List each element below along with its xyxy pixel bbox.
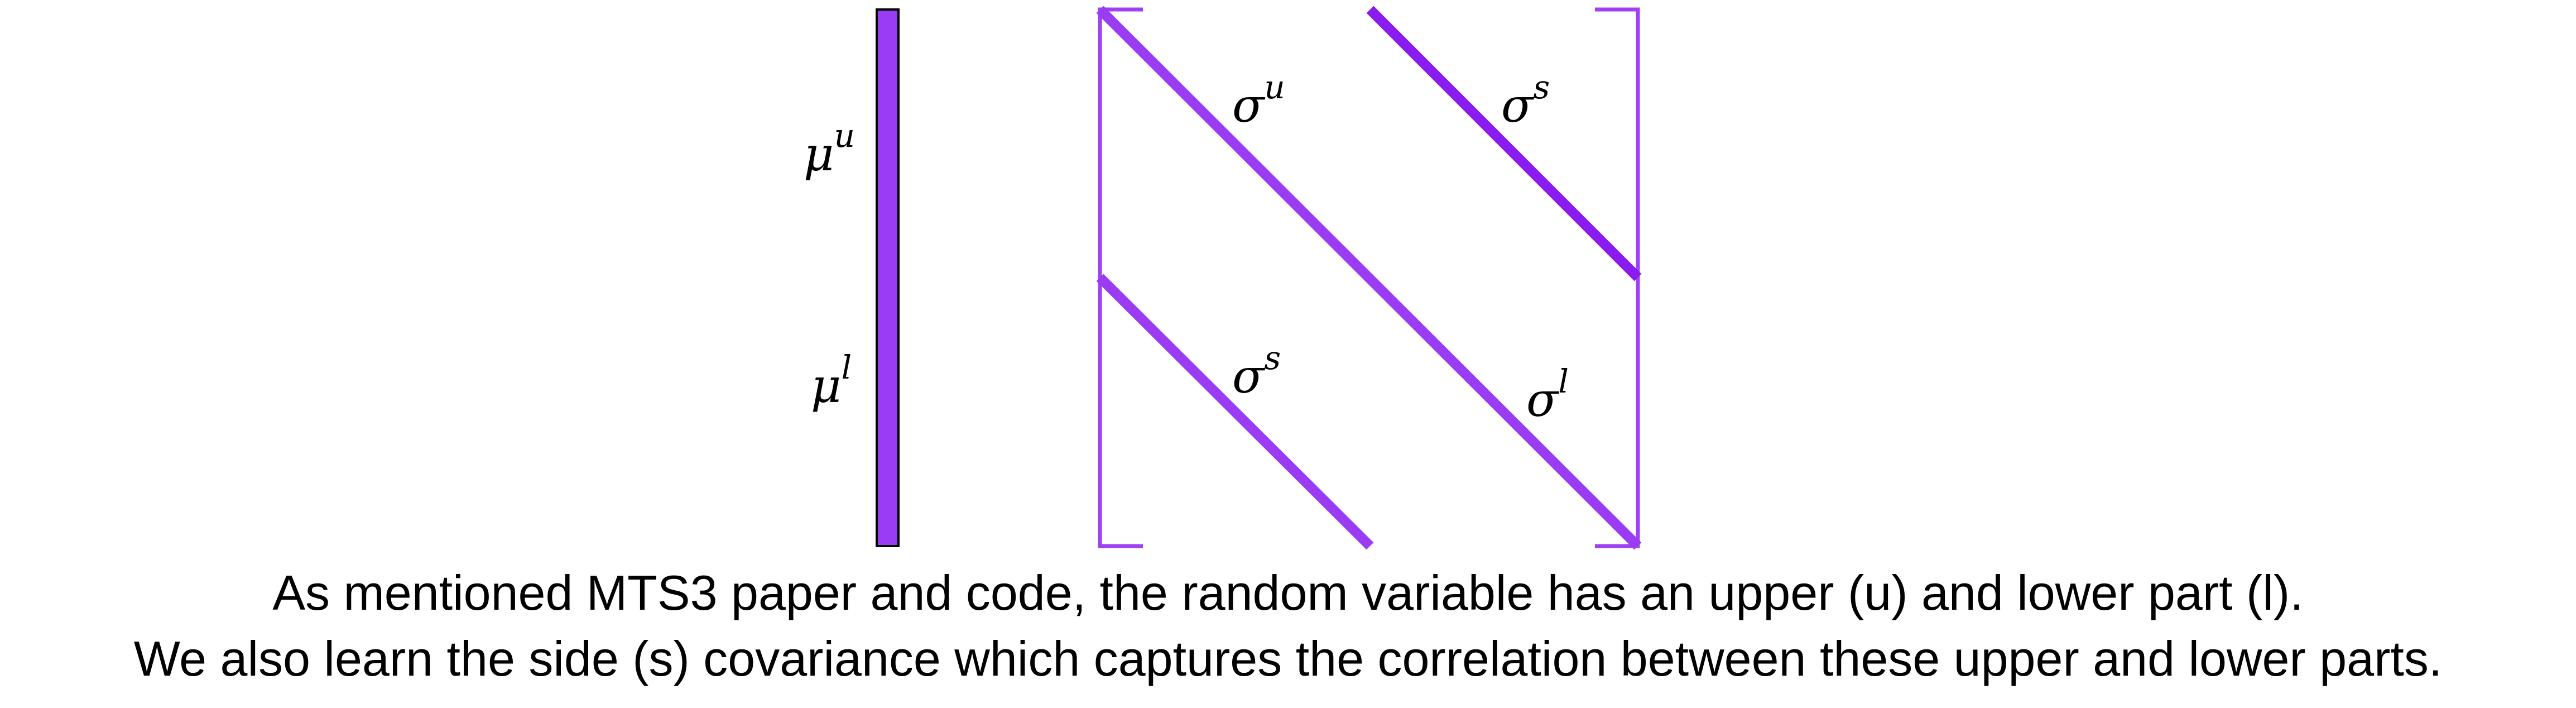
sigma-side-upper-label: $\sigma^s$ xyxy=(1501,68,1550,133)
caption-line-1: As mentioned MTS3 paper and code, the random variable has an upper (u) and lower part (l). xyxy=(272,565,2304,620)
lower-side-diagonal-line xyxy=(1100,278,1370,546)
mu-lower-label: $\mu^l$ xyxy=(811,348,852,413)
main-diagonal-line xyxy=(1100,9,1638,546)
mu-upper-label: $\mu^u$ xyxy=(804,117,855,181)
upper-side-diagonal-line xyxy=(1370,9,1638,278)
sigma-lower-label: $\sigma^l$ xyxy=(1526,362,1569,427)
sigma-upper-label: $\sigma^u$ xyxy=(1232,68,1285,133)
caption-line-2: We also learn the side (s) covariance which captures the correlation between these upper and lower parts. xyxy=(133,631,2443,686)
mean-vector-bar xyxy=(877,9,898,546)
sigma-side-lower-label: $\sigma^s$ xyxy=(1232,339,1281,404)
